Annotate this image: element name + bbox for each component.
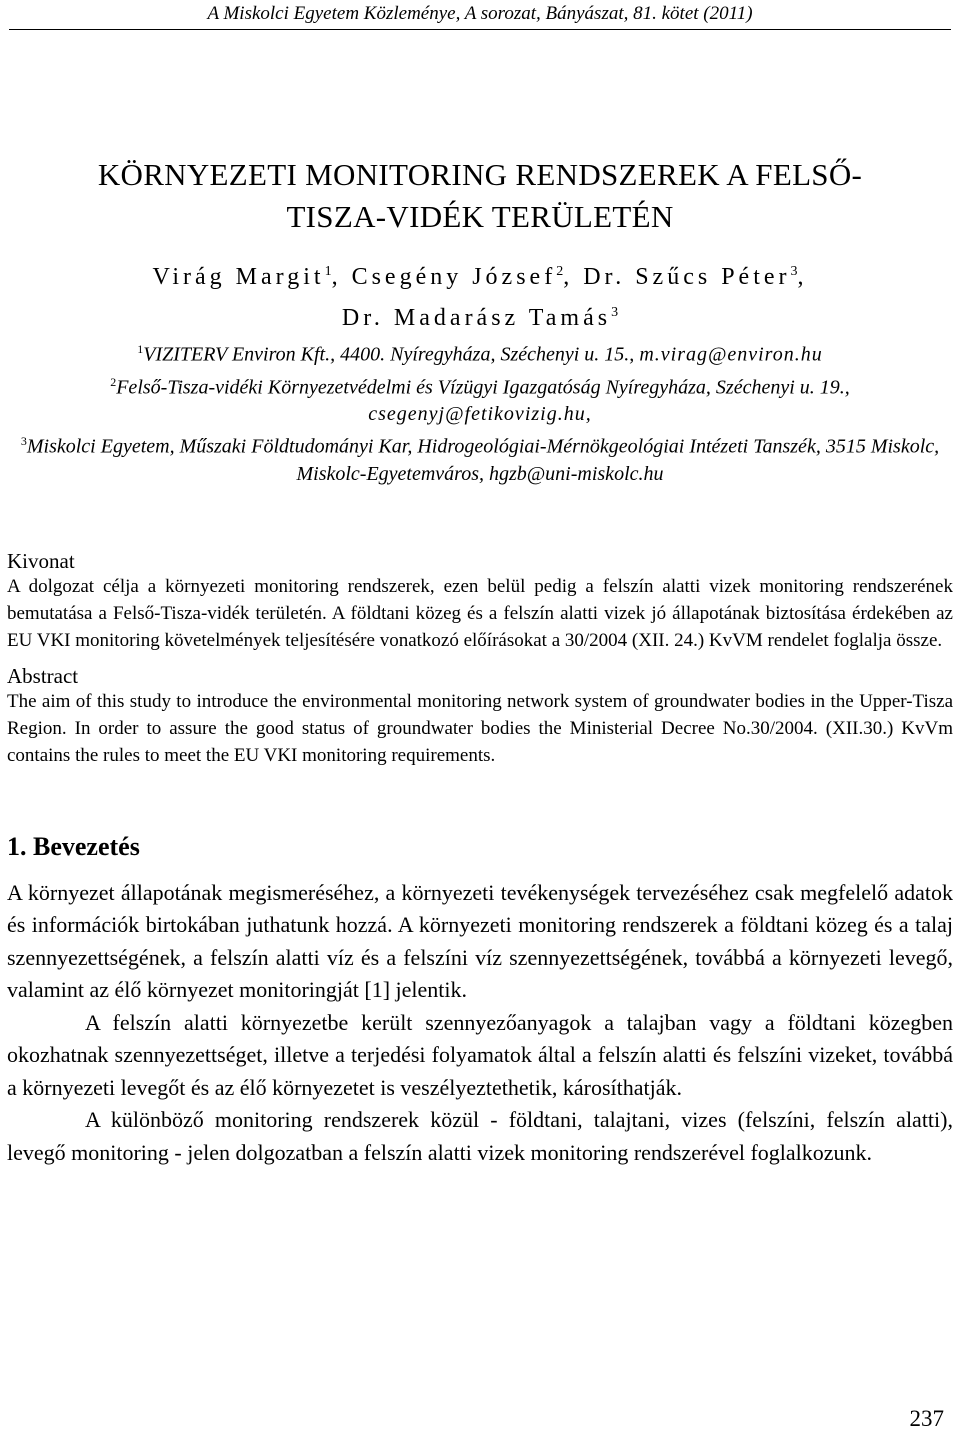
affiliation-2: $^2$Felső-Tisza-vidéki Környezetvédelmi és Vízügyi Igazgatóság Nyíregyháza, Széchenyi u. 19., csegenyj@fetikovizig.hu, (110, 374, 850, 426)
author-affil-mark: 3 (611, 305, 619, 320)
affiliations (7, 336, 953, 488)
kivonat-section (7, 549, 953, 654)
introduction-body (7, 877, 953, 1170)
page-number: 237 (909, 1406, 944, 1431)
author-name: Virág Margit (152, 264, 325, 290)
title-line-2: TISZA-VIDÉK TERÜLETÉN (286, 199, 674, 234)
author-affil-mark: 3 (790, 264, 798, 279)
paragraph: A környezet állapotának megismeréséhez, a környezeti tevékenységek tervezéséhez csak megfelelő adatok és információk birtokában juthatunk hozzá. A környezeti monitoring rendszerek a földtani közeg és a talaj szennyezettségének, a felszín alatti víz és a felszíni víz szennyezettségének, továbbá a környezeti levegő, valamint az élő környezet monitoringját [1] jelentik. (7, 879, 953, 1003)
kivonat-heading: Kivonat (7, 548, 75, 573)
paper-title (7, 154, 953, 238)
author-affil-mark: 2 (556, 264, 564, 279)
kivonat-text: A dolgozat célja a környezeti monitoring rendszerek, ezen belül pedig a felszín alatti vizek monitoring rendszerének bemutatása a Felső-Tisza-vidék területén. A földtani közeg és a felszín alatti vizek jó állapotának biztosítása érdekében az EU VKI monitoring követelmények teljesítésére vonatkozó előírásokat a 30/2004 (XII. 24.) KvVM rendelet foglalja össze. (7, 575, 953, 651)
abstract-text: The aim of this study to introduce the environmental monitoring network system of groundwater bodies in the Upper-Tisza Region. In order to assure the good status of groundwater bodies the Ministerial Decree No.30/2004. (XII.30.) KvVm contains the rules to meet the EU VKI monitoring requirements. (7, 690, 953, 766)
email-link[interactable]: csegenyj@fetikovizig.hu, (368, 403, 592, 426)
paragraph: A különböző monitoring rendszerek közül - földtani, talajtani, vizes (felszíni, felszín alatti), levegő monitoring - jelen dolgozatban a felszín alatti vizek monitoring rendszerével foglalkozunk. (7, 1107, 953, 1165)
paragraph: A felszín alatti környezetbe került szennyezőanyagok a talajban vagy a földtani közegben okozhatnak szennyezettséget, illetve a terjedési folyamatok által a felszín alatti és felszíni vizeket, továbbá a környezeti levegőt és az élő környezetet is veszélyeztethetik, károsíthatják. (7, 1009, 953, 1100)
author-name: Dr. Szűcs Péter (583, 264, 791, 290)
affiliation-1: $^1$VIZITERV Environ Kft., 4400. Nyíregyháza, Széchenyi u. 15., m.virag@environ.hu (137, 342, 823, 366)
abstract-section (7, 664, 953, 769)
abstract-heading: Abstract (7, 663, 79, 688)
author-name: Csegény József (351, 264, 557, 290)
author-affil-mark: 1 (324, 264, 332, 279)
running-header: A Miskolci Egyetem Közleménye, A sorozat, Bányászat, 81. kötet (2011) (9, 0, 951, 30)
section-heading-introduction: 1. Bevezetés (7, 831, 140, 861)
author-name: Dr. Madarász Tamás (341, 305, 612, 331)
email-link[interactable]: m.virag@environ.hu (639, 343, 823, 366)
affiliation-3: $^3$Miskolci Egyetem, Műszaki Földtudományi Kar, Hidrogeológiai-Mérnökgeológiai Intézeti Tanszék, 3515 Miskolc, Miskolc-Egyetemváros, hgzb@uni-miskolc.hu (20, 434, 940, 485)
author-list: Virág Margit$^1$, Csegény József$^2$, Dr. Szűcs Péter$^3$, Dr. Madarász Tamás$^3$ (152, 264, 808, 331)
title-line-1: KÖRNYEZETI MONITORING RENDSZEREK A FELSŐ- (97, 157, 863, 192)
